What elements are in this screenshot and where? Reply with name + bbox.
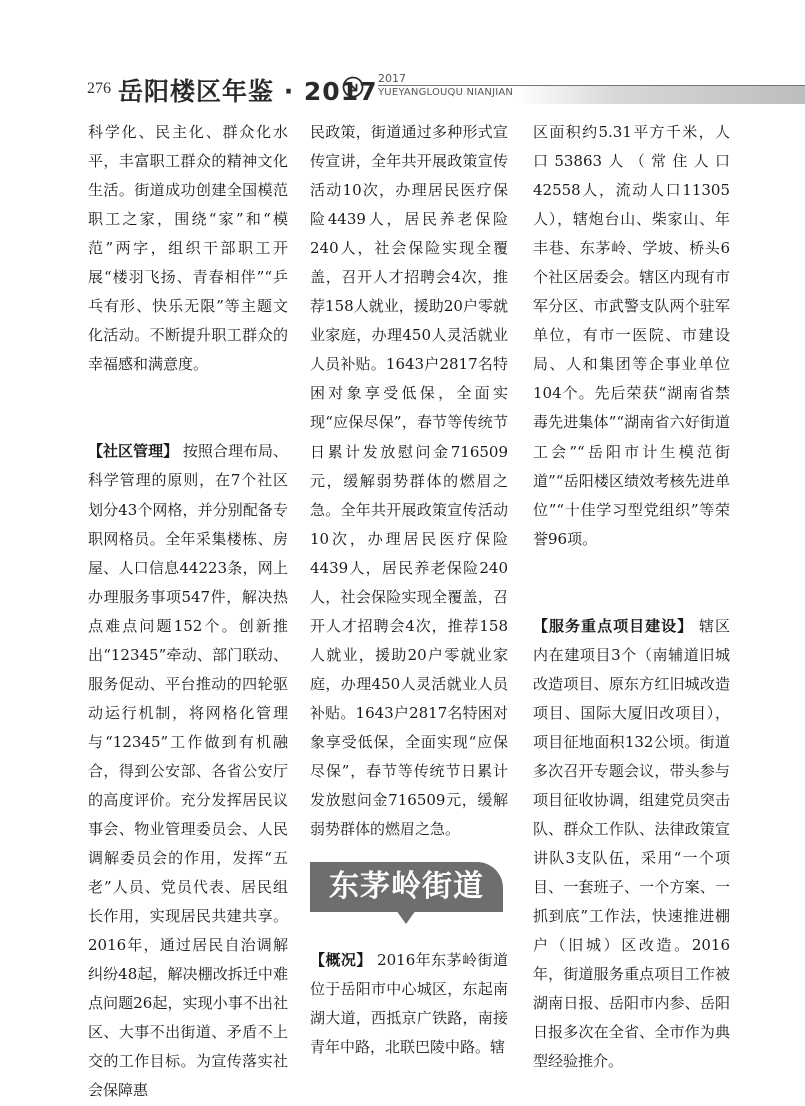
header-pinyin: YUEYANGLOUQU NIANJIAN [378,87,514,98]
header-year: 2017 [378,72,406,85]
section-banner [310,862,503,914]
section-title: 东茅岭街道 [329,869,484,905]
page-header [0,0,805,110]
paragraph-overview [310,946,508,1062]
section-lead: 【概况】 [310,951,372,970]
paragraph-body: 2016年东茅岭街道位于岳阳市中心城区，东起南湖大道，西抵京广铁路，南接青年中路，北联巴陵中路。辖 [310,951,508,1057]
paragraph-body: 按照合理布局、科学管理的原则，在7个社区划分43个网格，并分别配备专职网格员。全年采集楼栋、房屋、人口信息44223条，网上办理服务事项547件，解决热点难点问题152个。创新推出“12345”牵动、部门联动、服务促动、平台推动的四轮驱动运行机制，将网格化管理与“12345”工作做到有机融合，得到公安部、各省公安厅的高度评价。充分发挥居民议事会、物业管理委员会、人民调解委员会的作用，发挥“五老”人员、党员代表、居民组长作用，实现居民共建共享。2016年，通过居民自治调解纠纷48起，解决棚改拆迁中难点问题26起，实现小事不出社区、大事不出街道、矛盾不上交的工作目标。为宣传落实社会保障惠 [88,442,288,1100]
paragraph: 区面积约5.31平方千米，人口53863人（常住人口42558人，流动人口11305人），辖炮台山、柴家山、年丰巷、东茅岭、学坡、桥头6个社区居委会。辖区内现有市军分区、市武警支队两个驻军单位，有市一医院、市建设局、人和集团等企事业单位104个。先后荣获“湖南省禁毒先进集体”“湖南省六好街道工会”“岳阳市计生模范街道”“岳阳楼区绩效考核先进单位”“十佳学习型党组织”等荣誉96项。 [533,123,730,548]
text-column-3 [533,118,730,1076]
section-lead: 【服务重点项目建设】 [533,616,694,635]
book-title: 岳阳楼区年鉴 · 2017 [118,77,378,106]
page-number: 276 [87,80,111,97]
banner-pointer [396,910,416,924]
section-lead: 【社区管理】 [88,442,179,461]
paragraph-body: 辖区内在建项目3个（南辅道旧城改造项目、原东方红旧城改造项目、国际大厦旧改项目），项目征地面积132公顷。街道多次召开专题会议，带头参与项目征收协调，组建党员突击队、群众工作队、法律政策宣讲队3支队伍，采用“一个项目、一套班子、一个方案、一抓到底”工作法，快速推进棚户（旧城）区改造。2016年，街道服务重点项目工作被湖南日报、岳阳市内参、岳阳日报多次在全省、全市作为典型经验推介。 [533,616,730,1071]
paragraph-key-projects [533,612,730,1077]
circle-arrow-down-right-icon [342,76,364,98]
text-column-2 [310,118,508,1062]
paragraph: 科学化、民主化、群众化水平，丰富职工群众的精神文化生活。街道成功创建全国模范职工之家，围绕“家”和“模范”两字，组织干部职工开展“楼羽飞扬、青春相伴”“乒乓有形、快乐无限”等主题文化活动。不断提升职工群众的幸福感和满意度。 [88,123,288,374]
paragraph-community-management [88,437,288,1105]
text-column-1 [88,118,288,1106]
header-gradient-bar [515,86,805,104]
paragraph: 民政策，街道通过多种形式宣传宣讲，全年共开展政策宣传活动10次，办理居民医疗保险4439人，居民养老保险240人，社会保险实现全覆盖，召开人才招聘会4次，推荐158人就业，援助20户零就业家庭，办理450人灵活就业人员补贴。1643户2817名特困对象享受低保，全面实现“应保尽保”，春节等传统节日累计发放慰问金716509元，缓解弱势群体的燃眉之急。全年共开展政策宣传活动10次，办理居民医疗保险4439人，居民养老保险240人，社会保险实现全覆盖，召开人才招聘会4次，推荐158人就业，援助20户零就业家庭，办理450人灵活就业人员补贴。1643户2817名特困对象享受低保，全面实现“应保尽保”，春节等传统节日累计发放慰问金716509元，缓解弱势群体的燃眉之急。 [310,123,508,839]
